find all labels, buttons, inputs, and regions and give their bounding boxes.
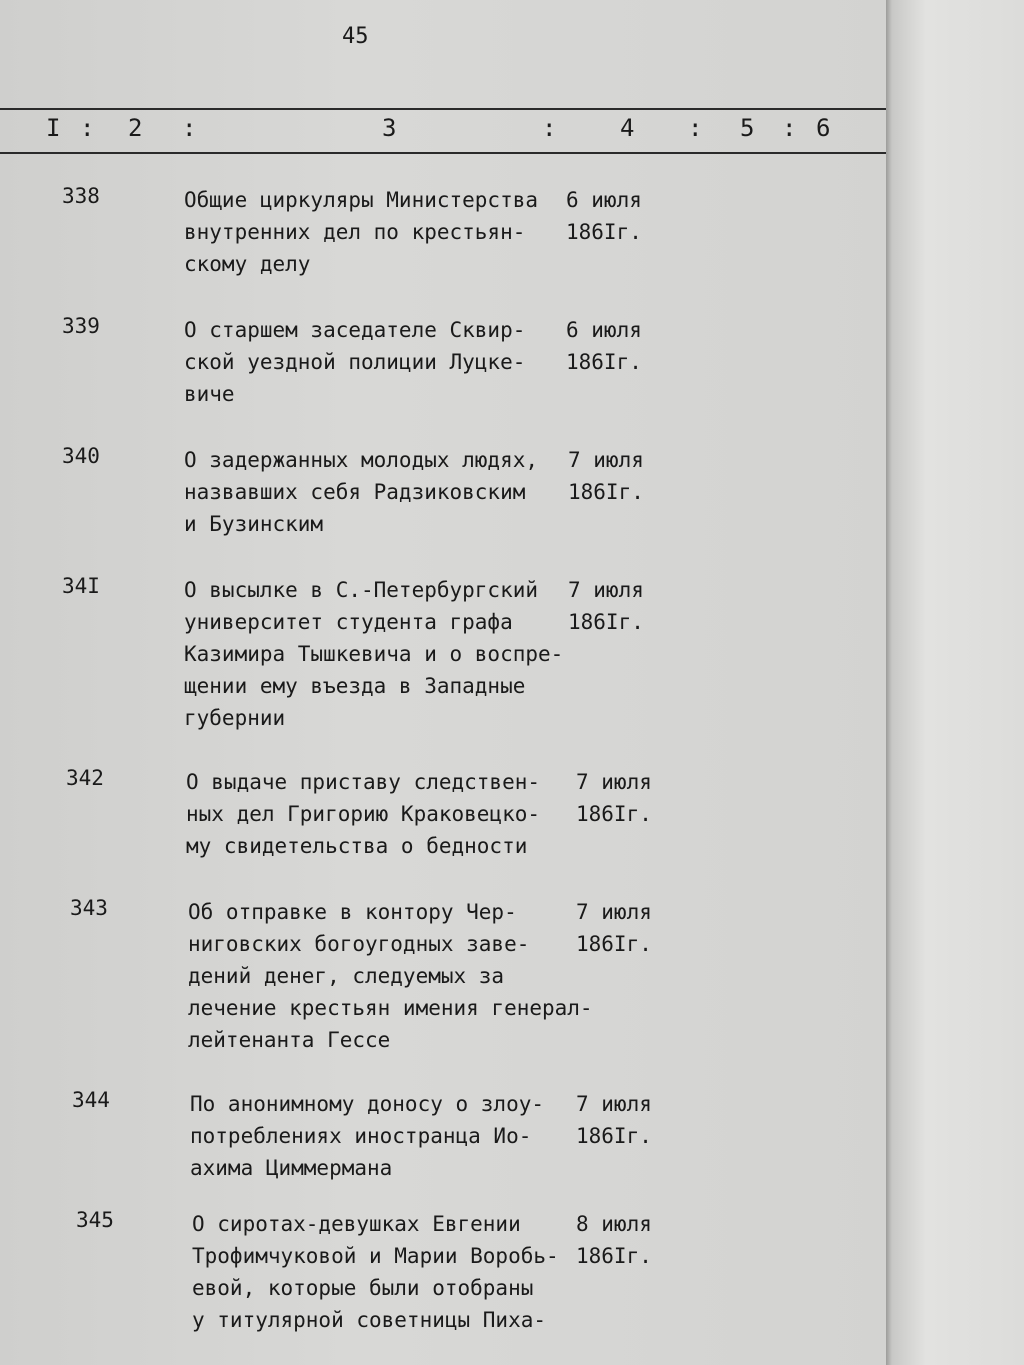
column-separator: : — [688, 114, 703, 142]
entry-title-line: О задержанных молодых людях, — [184, 448, 539, 472]
entry-number: 345 — [76, 1208, 114, 1232]
column-header-6: 6 — [816, 114, 831, 142]
entry-date — [576, 1088, 652, 1152]
entry-title-line: Казимира Тышкевича и о воспре- — [184, 642, 564, 666]
entry-date-line: 186Iг. — [566, 350, 642, 374]
entry-title-line: дений денег, следуемых за — [188, 964, 505, 988]
entry-number: 343 — [70, 896, 108, 920]
column-header-4: 4 — [620, 114, 635, 142]
entry-date-line: 186Iг. — [576, 932, 652, 956]
entry-title — [190, 1088, 630, 1184]
entry-title-line: у титулярной советницы Пиха- — [192, 1308, 547, 1332]
entry-date-line: 186Iг. — [576, 802, 652, 826]
entry-title — [186, 766, 626, 862]
entry-title-line: евой, которые были отобраны — [192, 1276, 534, 1300]
entry-title-line: скому делу — [184, 252, 311, 276]
column-separator: : — [542, 114, 557, 142]
entry-title — [188, 896, 628, 1056]
entry-title-line: университет студента графа — [184, 610, 513, 634]
header-rule-bottom — [0, 152, 888, 154]
entry-title-line: лейтенанта Гессе — [188, 1028, 391, 1052]
entry-title — [184, 574, 624, 734]
entry-number: 34I — [62, 574, 100, 598]
column-separator: : — [80, 114, 95, 142]
entry-title-line: лечение крестьян имения генерал- — [188, 996, 593, 1020]
entry-title-line: внутренних дел по крестьян- — [184, 220, 526, 244]
entry-title-line: назвавших себя Радзиковским — [184, 480, 526, 504]
entry-title — [192, 1208, 632, 1336]
entry-date-line: 8 июля — [576, 1212, 652, 1236]
entry-title-line: О старшем заседателе Сквир- — [184, 318, 526, 342]
entry-date-line: 186Iг. — [576, 1244, 652, 1268]
entry-title — [184, 314, 624, 410]
entry-title-line: Общие циркуляры Министерства — [184, 188, 539, 212]
entry-title-line: щении ему въезда в Западные — [184, 674, 526, 698]
entry-title-line: ахима Циммермана — [190, 1156, 393, 1180]
entry-date-line: 6 июля — [566, 188, 642, 212]
column-header-2: 2 — [128, 114, 143, 142]
entry-title-line: потреблениях иностранца Ио- — [190, 1124, 532, 1148]
entry-title-line: О сиротах-девушках Евгении — [192, 1212, 521, 1236]
entry-title-line: ниговских богоугодных заве- — [188, 932, 530, 956]
entry-number: 342 — [66, 766, 104, 790]
entry-date — [576, 766, 652, 830]
entry-date — [566, 184, 642, 248]
entry-number: 340 — [62, 444, 100, 468]
entry-date-line: 186Iг. — [576, 1124, 652, 1148]
entry-date-line: 7 июля — [576, 900, 652, 924]
entry-title — [184, 184, 624, 280]
entry-date-line: 7 июля — [568, 578, 644, 602]
entry-date-line: 7 июля — [568, 448, 644, 472]
entry-title-line: По анонимному доносу о злоу- — [190, 1092, 545, 1116]
entry-title-line: ской уездной полиции Луцке- — [184, 350, 526, 374]
entry-date-line: 186Iг. — [566, 220, 642, 244]
entry-date — [576, 1208, 652, 1272]
header-rule-top — [0, 108, 888, 110]
page-edge-shadow — [886, 0, 1024, 1365]
entry-date — [568, 574, 644, 638]
entry-date-line: 186Iг. — [568, 610, 644, 634]
page-number: 45 — [342, 24, 369, 49]
column-header-5: 5 — [740, 114, 755, 142]
entry-date-line: 186Iг. — [568, 480, 644, 504]
column-header-1: I — [46, 114, 61, 142]
entry-title-line: О выдаче приставу следствен- — [186, 770, 541, 794]
entry-date-line: 7 июля — [576, 1092, 652, 1116]
entry-date-line: 6 июля — [566, 318, 642, 342]
entry-title-line: ных дел Григорию Краковецко- — [186, 802, 541, 826]
entry-title-line: губернии — [184, 706, 286, 730]
entry-number: 339 — [62, 314, 100, 338]
entry-title-line: и Бузинским — [184, 512, 324, 536]
entry-number: 344 — [72, 1088, 110, 1112]
entry-title-line: виче — [184, 382, 235, 406]
entry-title-line: О высылке в С.-Петербургский — [184, 578, 539, 602]
column-separator: : — [182, 114, 197, 142]
entry-title-line: му свидетельства о бедности — [186, 834, 528, 858]
entry-date — [568, 444, 644, 508]
column-header-3: 3 — [382, 114, 397, 142]
entry-date-line: 7 июля — [576, 770, 652, 794]
entry-number: 338 — [62, 184, 100, 208]
entry-date — [566, 314, 642, 378]
entry-title-line: Об отправке в контору Чер- — [188, 900, 517, 924]
entry-title-line: Трофимчуковой и Марии Воробь- — [192, 1244, 559, 1268]
column-separator: : — [782, 114, 797, 142]
entry-date — [576, 896, 652, 960]
entry-title — [184, 444, 624, 540]
